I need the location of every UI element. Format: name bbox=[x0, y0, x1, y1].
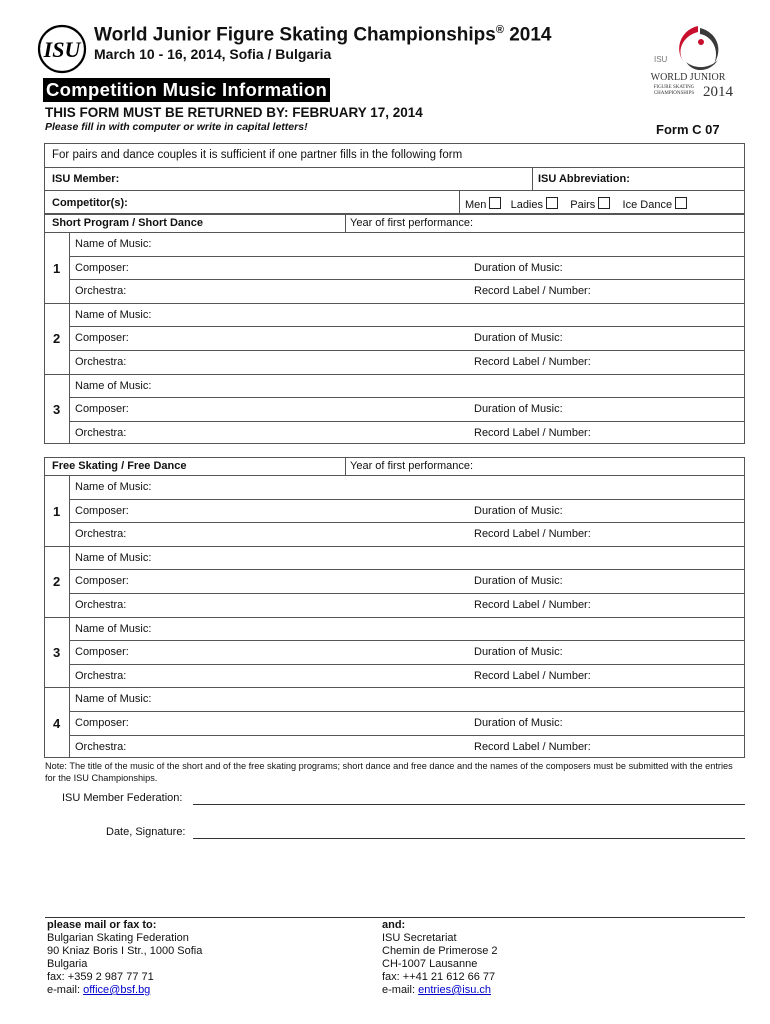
svg-text:WORLD JUNIOR: WORLD JUNIOR bbox=[650, 72, 726, 83]
divider bbox=[69, 350, 745, 351]
checkbox-ladies[interactable] bbox=[546, 197, 558, 209]
email-link-isu[interactable]: entries@isu.ch bbox=[418, 984, 491, 996]
date-signature-label: Date, Signature: bbox=[106, 826, 186, 838]
section-box bbox=[44, 457, 745, 758]
divider bbox=[69, 374, 70, 445]
divider bbox=[69, 522, 745, 523]
isu-abbreviation-field[interactable]: ISU Abbreviation: bbox=[538, 173, 630, 185]
record-label-field[interactable]: Record Label / Number: bbox=[474, 599, 591, 611]
instruction-text: Please fill in with computer or write in capital letters! bbox=[45, 121, 308, 133]
date-signature-input-line[interactable] bbox=[193, 838, 745, 839]
composer-field[interactable]: Composer: bbox=[75, 403, 129, 416]
address-line: Bulgaria bbox=[47, 958, 88, 970]
divider bbox=[459, 190, 460, 214]
record-label-field[interactable]: Record Label / Number: bbox=[474, 285, 591, 298]
divider bbox=[345, 457, 346, 475]
divider bbox=[44, 232, 745, 233]
divider bbox=[69, 640, 745, 641]
entry-number: 3 bbox=[53, 645, 61, 661]
isu-logo bbox=[37, 24, 87, 74]
divider bbox=[69, 256, 745, 257]
name-of-music-field[interactable]: Name of Music: bbox=[75, 622, 152, 635]
divider bbox=[69, 326, 745, 327]
checkbox-ice-dance[interactable] bbox=[675, 197, 687, 209]
competitors-field[interactable]: Competitor(s): bbox=[52, 197, 128, 209]
divider bbox=[69, 593, 745, 594]
svg-text:2014: 2014 bbox=[703, 84, 733, 100]
divider bbox=[69, 617, 70, 688]
duration-field[interactable]: Duration of Music: bbox=[474, 504, 563, 517]
form-banner: Competition Music Information bbox=[43, 78, 330, 102]
duration-field[interactable]: Duration of Music: bbox=[474, 575, 563, 588]
email-link-bsf[interactable]: office@bsf.bg bbox=[83, 984, 151, 996]
divider bbox=[69, 475, 70, 546]
deadline-text: THIS FORM MUST BE RETURNED BY: FEBRUARY 17, 2014 bbox=[45, 105, 423, 120]
orchestra-field[interactable]: Orchestra: bbox=[75, 599, 127, 611]
section-title: Free Skating / Free Dance bbox=[52, 460, 187, 472]
orchestra-field[interactable]: Orchestra: bbox=[75, 356, 127, 368]
name-of-music-field[interactable]: Name of Music: bbox=[75, 379, 152, 392]
orchestra-field[interactable]: Orchestra: bbox=[75, 426, 127, 439]
entry-number: 2 bbox=[53, 331, 61, 347]
divider bbox=[69, 687, 70, 758]
address-line: ISU Secretariat bbox=[382, 932, 457, 944]
entry-divider bbox=[44, 687, 745, 688]
duration-field[interactable]: Duration of Music: bbox=[474, 403, 563, 416]
name-of-music-field[interactable]: Name of Music: bbox=[75, 551, 152, 564]
duration-field[interactable]: Duration of Music: bbox=[474, 646, 563, 659]
footer-right-address bbox=[382, 919, 498, 997]
category-ladies[interactable]: Ladies bbox=[511, 197, 558, 211]
divider bbox=[69, 546, 70, 617]
entry-number: 1 bbox=[53, 260, 61, 276]
footer-left-heading: please mail or fax to: bbox=[47, 919, 157, 931]
divider bbox=[345, 214, 346, 232]
divider bbox=[69, 421, 745, 422]
name-of-music-field[interactable]: Name of Music: bbox=[75, 238, 152, 250]
footer-left-address bbox=[47, 919, 202, 997]
form-code: Form C 07 bbox=[656, 122, 720, 137]
entry-number: 3 bbox=[53, 402, 61, 418]
composer-field[interactable]: Composer: bbox=[75, 717, 129, 729]
record-label-field[interactable]: Record Label / Number: bbox=[474, 356, 591, 368]
year-first-performance-field[interactable]: Year of first performance: bbox=[350, 217, 474, 229]
entry-number: 2 bbox=[53, 574, 61, 590]
isu-logo-text: ISU bbox=[43, 37, 81, 62]
footer-right-heading: and: bbox=[382, 919, 406, 931]
entry-number: 4 bbox=[53, 716, 61, 731]
address-line: Chemin de Primerose 2 bbox=[382, 945, 498, 957]
entry-divider bbox=[44, 617, 745, 618]
duration-field[interactable]: Duration of Music: bbox=[474, 261, 563, 274]
name-of-music-field[interactable]: Name of Music: bbox=[75, 693, 152, 706]
divider bbox=[69, 664, 745, 665]
event-logo bbox=[640, 22, 736, 102]
checkbox-men[interactable] bbox=[489, 197, 501, 209]
info-intro: For pairs and dance couples it is sufficient if one partner fills in the following form bbox=[52, 149, 463, 161]
email-line: e-mail: office@bsf.bg bbox=[47, 984, 151, 996]
name-of-music-field[interactable]: Name of Music: bbox=[75, 481, 152, 493]
divider bbox=[69, 397, 745, 398]
divider bbox=[69, 711, 745, 712]
divider bbox=[69, 735, 745, 736]
duration-field[interactable]: Duration of Music: bbox=[474, 717, 563, 729]
record-label-field[interactable]: Record Label / Number: bbox=[474, 740, 591, 753]
entry-divider bbox=[44, 546, 745, 547]
orchestra-field[interactable]: Orchestra: bbox=[75, 669, 127, 682]
category-men[interactable]: Men bbox=[465, 197, 501, 211]
svg-text:CHAMPIONSHIPS: CHAMPIONSHIPS bbox=[653, 91, 695, 96]
section-title: Short Program / Short Dance bbox=[52, 217, 203, 229]
address-line: Bulgarian Skating Federation bbox=[47, 932, 189, 944]
divider bbox=[532, 167, 533, 190]
federation-label: ISU Member Federation: bbox=[62, 792, 183, 804]
isu-member-field[interactable]: ISU Member: bbox=[52, 173, 120, 185]
orchestra-field[interactable]: Orchestra: bbox=[75, 740, 127, 753]
entry-divider bbox=[44, 303, 745, 304]
divider bbox=[69, 569, 745, 570]
event-dates: March 10 - 16, 2014, Sofia / Bulgaria bbox=[94, 46, 332, 62]
composer-field[interactable]: Composer: bbox=[75, 504, 129, 517]
record-label-field[interactable]: Record Label / Number: bbox=[474, 528, 591, 541]
composer-field[interactable]: Composer: bbox=[75, 646, 129, 659]
svg-text:FIGURE SKATING: FIGURE SKATING bbox=[653, 85, 695, 90]
orchestra-field[interactable]: Orchestra: bbox=[75, 285, 127, 298]
record-label-field[interactable]: Record Label / Number: bbox=[474, 669, 591, 682]
svg-text:ISU: ISU bbox=[654, 55, 668, 64]
year-first-performance-field[interactable]: Year of first performance: bbox=[350, 460, 474, 472]
email-line: e-mail: entries@isu.ch bbox=[382, 984, 491, 996]
composer-field[interactable]: Composer: bbox=[75, 261, 129, 274]
divider bbox=[44, 190, 745, 191]
composer-field[interactable]: Composer: bbox=[75, 332, 129, 345]
category-ice-dance[interactable]: Ice Dance bbox=[623, 197, 688, 211]
orchestra-field[interactable]: Orchestra: bbox=[75, 528, 127, 541]
entry-divider bbox=[44, 374, 745, 375]
fax-line: fax: ++41 21 612 66 77 bbox=[382, 971, 496, 983]
category-checkboxes bbox=[465, 197, 687, 211]
composer-field[interactable]: Composer: bbox=[75, 575, 129, 588]
address-line: 90 Kniaz Boris I Str., 1000 Sofia bbox=[47, 945, 203, 957]
fax-line: fax: +359 2 987 77 71 bbox=[47, 971, 154, 983]
checkbox-pairs[interactable] bbox=[598, 197, 610, 209]
record-label-field[interactable]: Record Label / Number: bbox=[474, 426, 591, 439]
divider bbox=[69, 499, 745, 500]
category-pairs[interactable]: Pairs bbox=[570, 197, 610, 211]
name-of-music-field[interactable]: Name of Music: bbox=[75, 308, 152, 321]
address-line: CH-1007 Lausanne bbox=[382, 958, 478, 970]
divider bbox=[69, 303, 70, 374]
divider bbox=[44, 167, 745, 168]
duration-field[interactable]: Duration of Music: bbox=[474, 332, 563, 345]
footer-divider bbox=[45, 917, 745, 918]
footnote: Note: The title of the music of the short and of the free skating programs; short dance and free dance and the names of the composers must be submitted with the entries for the ISU Championships. bbox=[45, 761, 733, 783]
divider bbox=[69, 232, 70, 303]
divider bbox=[44, 475, 745, 476]
federation-input-line[interactable] bbox=[193, 804, 745, 805]
entry-number: 1 bbox=[53, 503, 61, 519]
divider bbox=[69, 279, 745, 280]
page-title: World Junior Figure Skating Championships® 2014 bbox=[94, 24, 552, 46]
